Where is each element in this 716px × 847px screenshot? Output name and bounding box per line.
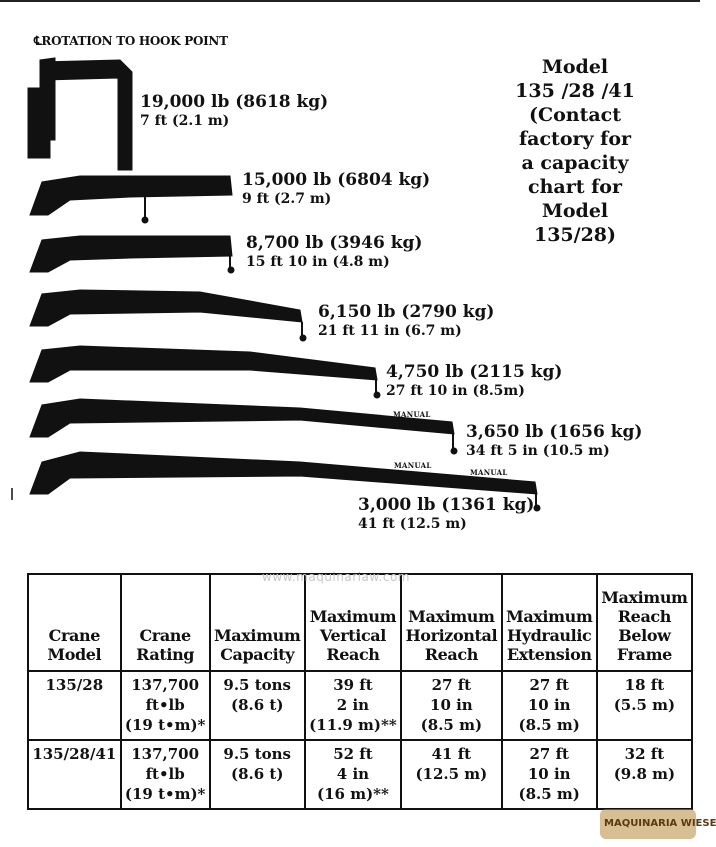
table-cell xyxy=(401,740,502,809)
cell-line: 10 in xyxy=(527,696,571,714)
load-point-5 xyxy=(386,362,562,400)
cell-line: 10 in xyxy=(527,765,571,783)
load-point-2 xyxy=(242,170,430,208)
centerline-icon: ℄ xyxy=(34,34,42,48)
cell-line: 9.5 tons xyxy=(223,676,291,694)
table-cell xyxy=(305,671,401,740)
table-cell xyxy=(28,671,121,740)
table-cell xyxy=(597,671,692,740)
header-line: Vertical xyxy=(319,626,386,645)
table-cell xyxy=(210,740,305,809)
cell-line: (8.5 m) xyxy=(420,716,483,734)
cell-line: 32 ft xyxy=(624,745,665,763)
header-line: Maximum xyxy=(309,607,397,626)
cell-line: ft•lb xyxy=(145,696,185,714)
cell-line: (5.5 m) xyxy=(613,696,676,714)
cell-line: ft•lb xyxy=(145,765,185,783)
table-cell xyxy=(121,740,210,809)
cell-line: (8.5 m) xyxy=(518,716,580,734)
load-capacity: 6,150 lb (2790 kg) xyxy=(318,302,495,322)
boom-config-4 xyxy=(30,290,306,341)
boom-config-2 xyxy=(30,176,232,223)
boom-config-1 xyxy=(28,58,132,170)
load-reach: 41 ft (12.5 m) xyxy=(358,516,467,532)
header-line: Crane xyxy=(139,626,191,645)
column-header xyxy=(28,574,121,671)
table-cell xyxy=(121,671,210,740)
column-header xyxy=(401,574,502,671)
cell-line: 27 ft xyxy=(529,745,569,763)
cell-line: 137,700 xyxy=(131,676,200,694)
load-reach: 34 ft 5 in (10.5 m) xyxy=(466,443,610,459)
rotation-label: ℄ROTATION TO HOOK POINT xyxy=(34,34,228,48)
cell-line: (8.6 t) xyxy=(230,765,284,783)
load-capacity: 4,750 lb (2115 kg) xyxy=(386,362,563,382)
load-capacity: 8,700 lb (3946 kg) xyxy=(246,233,423,253)
cell-line: 27 ft xyxy=(431,676,472,694)
load-reach: 9 ft (2.7 m) xyxy=(242,191,332,207)
watermark: www.maquinariaw.com xyxy=(262,570,410,584)
cell-line: 9.5 tons xyxy=(223,745,291,763)
table-row xyxy=(28,740,692,809)
model-note-line: factory for xyxy=(518,128,632,150)
header-line: Maximum xyxy=(506,607,593,626)
table-cell xyxy=(401,671,502,740)
cell-line: 10 in xyxy=(430,696,473,714)
table-cell xyxy=(28,740,121,809)
model-note xyxy=(505,55,645,247)
header-line: Horizontal xyxy=(405,626,498,645)
specs-table xyxy=(27,573,693,810)
load-reach: 15 ft 10 in (4.8 m) xyxy=(246,254,390,270)
header-line: Reach xyxy=(424,645,478,664)
boom-config-6 xyxy=(30,399,457,454)
model-note-line: Model xyxy=(541,56,609,78)
cell-line: (8.6 t) xyxy=(230,696,284,714)
header-line: Rating xyxy=(136,645,195,664)
cell-line: 135/28/41 xyxy=(32,745,117,763)
brand-logo xyxy=(600,805,716,843)
table-cell xyxy=(597,740,692,809)
header-line: Reach xyxy=(617,607,671,626)
table-cell xyxy=(502,740,597,809)
cell-line: 27 ft xyxy=(529,676,569,694)
column-header xyxy=(305,574,401,671)
cell-line: (19 t•m)* xyxy=(124,716,206,734)
boom-config-5 xyxy=(30,346,380,398)
header-line: Maximum xyxy=(214,626,301,645)
cell-line: (11.9 m)** xyxy=(309,716,397,734)
column-header xyxy=(121,574,210,671)
load-point-3 xyxy=(246,233,422,271)
column-header xyxy=(210,574,305,671)
column-header xyxy=(597,574,692,671)
table-cell xyxy=(305,740,401,809)
table-row xyxy=(28,671,692,740)
cell-line: (19 t•m)* xyxy=(124,785,206,803)
model-note-line: (Contact xyxy=(528,104,622,126)
load-point-6 xyxy=(466,422,642,460)
header-line: Maximum xyxy=(601,588,688,607)
header-line: Model xyxy=(47,645,102,664)
column-header xyxy=(502,574,597,671)
cell-line: (9.8 m) xyxy=(613,765,676,783)
cell-line: 52 ft xyxy=(333,745,373,763)
model-note-line: 135/28) xyxy=(533,224,617,246)
header-line: Maximum xyxy=(408,607,495,626)
cell-line: 135/28 xyxy=(45,676,104,694)
header-line: Below xyxy=(618,626,671,645)
load-reach: 7 ft (2.1 m) xyxy=(140,113,230,129)
model-note-line: chart for xyxy=(528,176,622,198)
header-line: Crane xyxy=(48,626,100,645)
cell-line: (8.5 m) xyxy=(518,785,580,803)
manual-label: MANUAL xyxy=(393,410,431,419)
load-capacity: 3,650 lb (1656 kg) xyxy=(466,422,643,442)
load-reach: 27 ft 10 in (8.5m) xyxy=(386,383,525,399)
logo-text: MAQUINARIA WIESE xyxy=(604,818,716,829)
table-cell xyxy=(210,671,305,740)
model-note-line: Model xyxy=(541,200,609,222)
cell-line: 2 in xyxy=(336,696,370,714)
load-capacity: 15,000 lb (6804 kg) xyxy=(242,170,431,190)
cell-line: (16 m)** xyxy=(317,785,389,803)
header-line: Reach xyxy=(326,645,380,664)
header-line: Capacity xyxy=(220,645,295,664)
header-line: Frame xyxy=(616,645,672,664)
load-capacity: 3,000 lb (1361 kg) xyxy=(358,495,535,515)
load-capacity: 19,000 lb (8618 kg) xyxy=(140,92,329,112)
model-note-line: 135 /28 /41 xyxy=(515,80,635,102)
manual-label: MANUAL xyxy=(394,461,432,470)
cell-line: 137,700 xyxy=(131,745,200,763)
header-line: Extension xyxy=(506,645,592,664)
cell-line: 41 ft xyxy=(431,745,472,763)
cell-line: (12.5 m) xyxy=(415,765,488,783)
load-point-7 xyxy=(358,495,534,533)
cell-line: 39 ft xyxy=(333,676,373,694)
model-note-line: a capacity xyxy=(521,152,629,174)
table-cell xyxy=(502,671,597,740)
load-point-4 xyxy=(318,302,494,340)
boom-config-3 xyxy=(30,236,234,273)
manual-label: MANUAL xyxy=(470,468,508,477)
cell-line: 4 in xyxy=(336,765,370,783)
header-line: Hydraulic xyxy=(507,626,592,645)
cell-line: 18 ft xyxy=(624,676,665,694)
load-point-1 xyxy=(140,92,328,130)
load-reach: 21 ft 11 in (6.7 m) xyxy=(318,323,462,339)
table-header-row xyxy=(28,574,692,671)
